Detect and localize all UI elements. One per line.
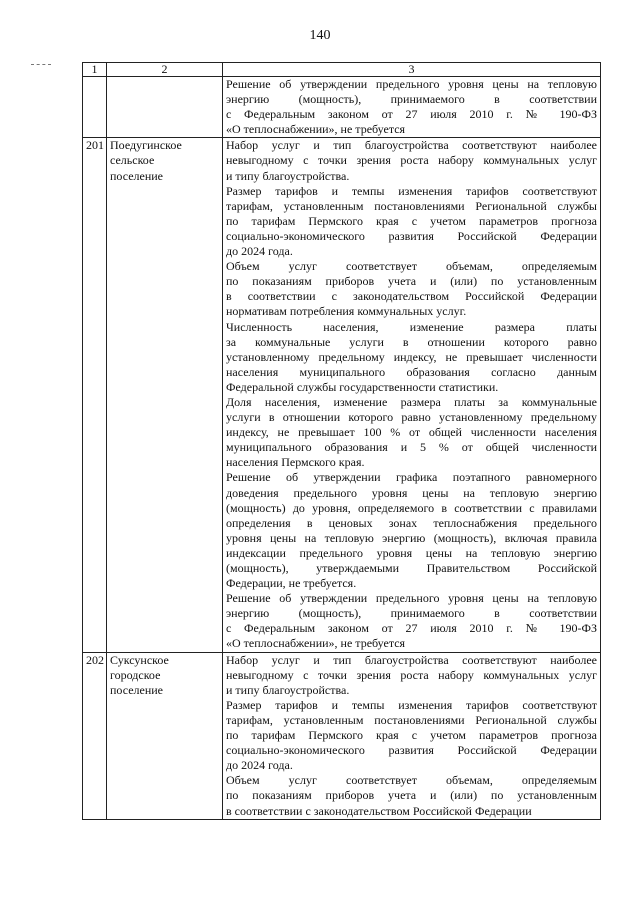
text-line: индексации предельного уровня цены на тепловую энергию [226, 545, 597, 560]
name-line: поселение [110, 682, 164, 697]
text-line: до 2024 года. [226, 244, 293, 259]
name-line: Поедугинское [110, 138, 182, 153]
text-line: «О теплоснабжении», не требуется [226, 636, 406, 651]
row-number: 201 [83, 138, 107, 652]
text-line: и типу благоустройства. [226, 168, 350, 183]
text-line: до 2024 года. [226, 758, 293, 773]
text-line: доведения предельного уровня цены на тепловую энергию [226, 485, 597, 500]
text-line: за коммунальные услуги в отношении которого равно [226, 334, 597, 349]
row-name-cell [107, 77, 223, 138]
header-col-1: 1 [83, 63, 107, 77]
text-line: услуги в отношении которого равно установленному предельному [226, 410, 597, 425]
page-number: 140 [309, 28, 331, 43]
text-line: (мощность), утверждаемыми Правительством Российской [226, 561, 597, 575]
text-line: Размер тарифов и темпы изменения тарифов соответствуют [226, 697, 597, 712]
text-line: Размер тарифов и темпы изменения тарифов соответствуют [226, 183, 597, 198]
row-text [226, 138, 597, 651]
text-line: установленному предельному индексу, не превышает численности [226, 349, 597, 364]
text-line: социально-экономического развития Российской Федерации [226, 743, 597, 758]
name-line: городское [110, 667, 161, 682]
text-line: с Федеральным законом от 27 июля 2010 г. № 190-ФЗ [226, 107, 597, 122]
table-row-continuation [83, 77, 601, 138]
name-line: поселение [110, 168, 164, 183]
text-line: нормативам потребления коммунальных услуг. [226, 304, 467, 319]
text-line: Федеральной службы государственности статистики. [226, 379, 499, 394]
text-line: уровня цены на тепловую энергию (мощность), включая правила [226, 530, 597, 545]
text-line: по тарифам Пермского края с учетом параметров прогноза [226, 213, 597, 228]
text-line: энергию (мощность), принимаемого в соответствии [226, 92, 597, 107]
text-line: Набор услуг и тип благоустройства соответствуют наиболее [226, 138, 597, 153]
text-line: населения Пермского края. [226, 455, 365, 470]
text-line: невыгодному с точки зрения роста набору коммунальных услуг [226, 667, 597, 682]
text-line: по показаниям приборов учета и (или) по установленным [226, 788, 597, 803]
text-line: Объем услуг соответствует объемам, определяемым [226, 773, 597, 788]
text-line: тарифам, установленным постановлениями Региональной службы [226, 198, 597, 213]
text-line: Доля населения, изменение размера платы за коммунальные [226, 394, 597, 409]
row-content-cell [223, 77, 601, 138]
name-line: сельское [110, 153, 155, 168]
text-line: в соответствии с законодательством Российской Федерации [226, 803, 532, 818]
text-line: с Федеральным законом от 27 июля 2010 г. № 190-ФЗ [226, 621, 597, 636]
table-row-201 [83, 138, 601, 652]
header-col-2: 2 [107, 63, 223, 77]
tariff-table [82, 62, 601, 820]
text-line: Решение об утверждении предельного уровня цены на тепловую [226, 77, 597, 91]
row-number-cell [83, 77, 107, 138]
margin-dash-mark [31, 64, 51, 65]
row-content-cell [223, 652, 601, 819]
text-line: по показаниям приборов учета и (или) по установленным [226, 274, 597, 289]
text-line: тарифам, установленным постановлениями Региональной службы [226, 712, 597, 727]
text-line: (мощность) до уровня, определяемого в соответствии с правилами [226, 500, 597, 515]
text-line: и типу благоустройства. [226, 682, 350, 697]
text-line: «О теплоснабжении», не требуется [226, 122, 406, 137]
text-line: Численность населения, изменение размера платы [226, 319, 597, 334]
text-line: Объем услуг соответствует объемам, определяемым [226, 259, 597, 274]
table-row-202 [83, 652, 601, 819]
municipality-name [107, 652, 223, 819]
row-content-cell [223, 138, 601, 652]
text-line: Федерации, не требуется. [226, 576, 357, 591]
row-text [226, 653, 597, 819]
text-line: индексу, не превышает 100 % от общей численности населения [226, 425, 597, 440]
row-number: 202 [83, 652, 107, 819]
text-line: муниципального образования и 5 % от общей численности [226, 440, 597, 455]
text-line: определения в ценовых зонах теплоснабжения предельного [226, 515, 597, 530]
header-col-3: 3 [223, 63, 601, 77]
text-line: по тарифам Пермского края с учетом параметров прогноза [226, 728, 597, 743]
text-line: энергию (мощность), принимаемого в соответствии [226, 606, 597, 621]
name-line: Суксунское [110, 652, 169, 667]
municipality-name [107, 138, 223, 652]
text-line: населения муниципального образования согласно данным [226, 364, 597, 379]
text-line: Набор услуг и тип благоустройства соответствуют наиболее [226, 652, 597, 667]
text-line: Решение об утверждении графика поэтапного равномерного [226, 470, 597, 485]
text-line: в соответствии с законодательством Российской Федерации [226, 289, 597, 304]
text-line: Решение об утверждении предельного уровня цены на тепловую [226, 591, 597, 606]
continuation-text [226, 77, 597, 137]
header-row [83, 63, 601, 77]
text-line: социально-экономического развития Российской Федерации [226, 228, 597, 243]
text-line: невыгодному с точки зрения роста набору коммунальных услуг [226, 153, 597, 168]
